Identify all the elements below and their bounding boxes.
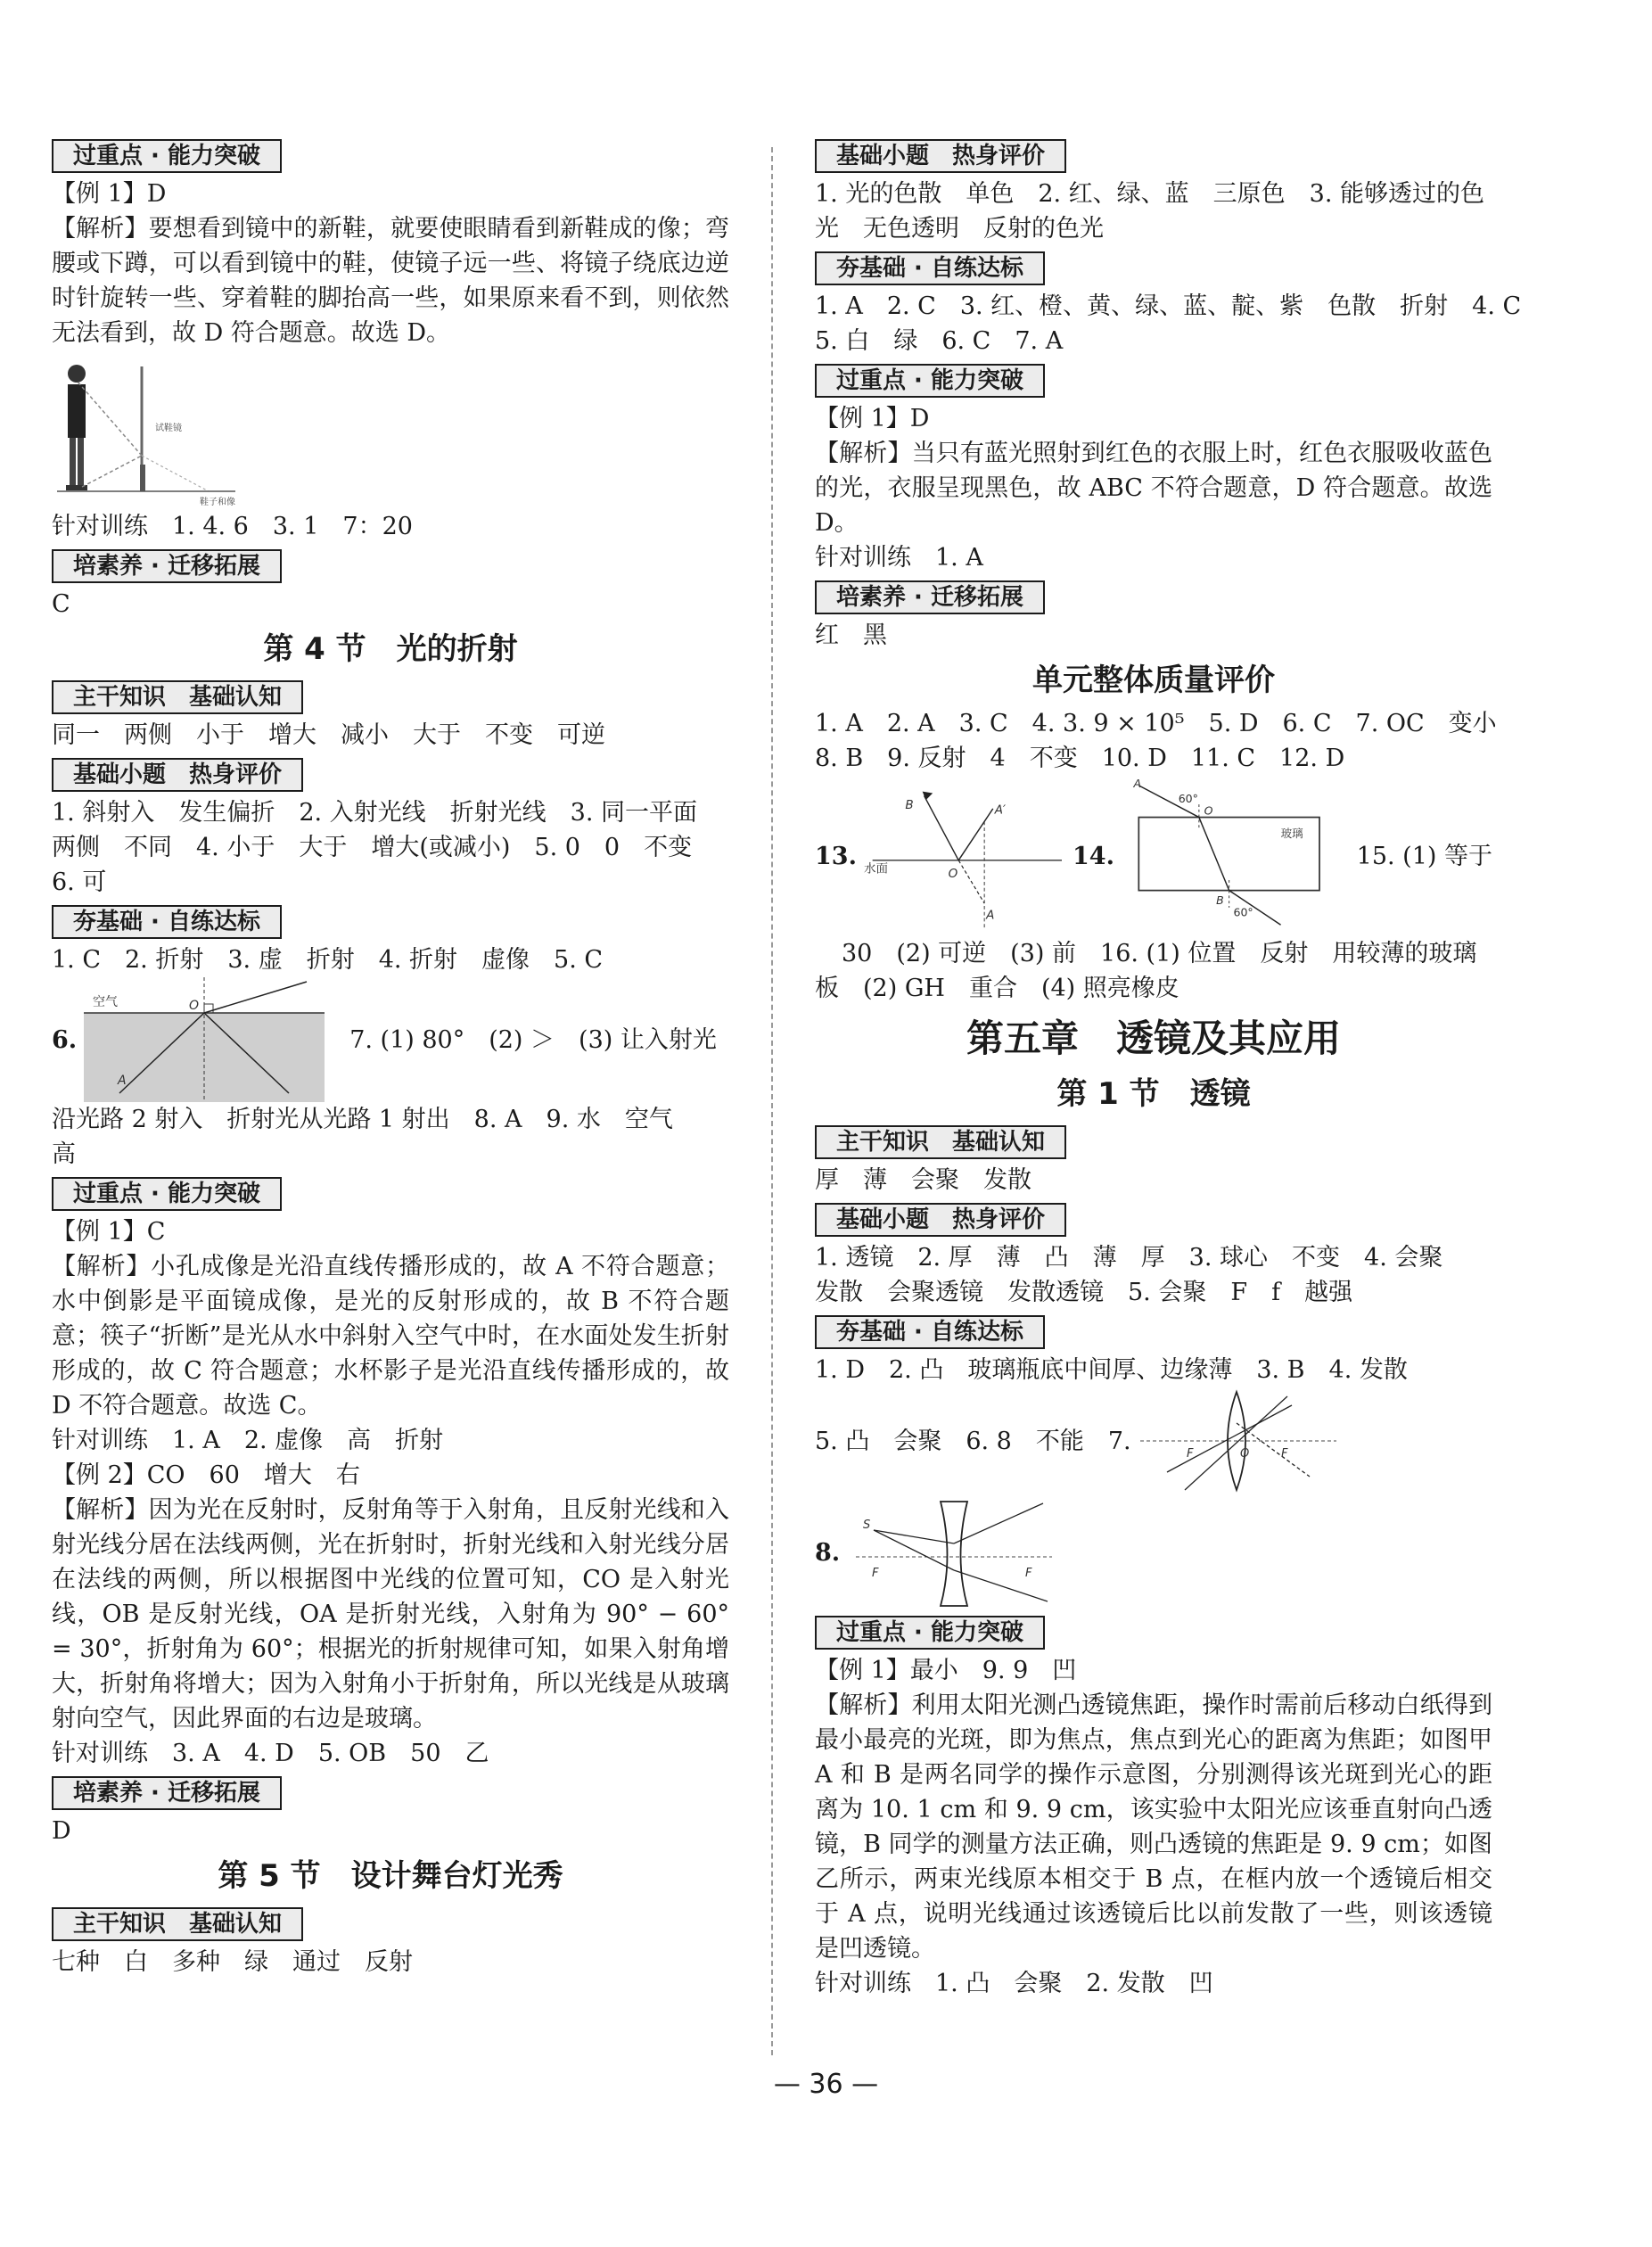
figure-row-8: [815, 1494, 1492, 1610]
point-o-label: O: [1204, 803, 1213, 818]
explanation: 【解析】小孔成像是光沿直线传播形成的，故 A 不符合题意；水中倒影是平面镜成像，是光的反射形成的，故 B 不符合题意；筷子“折断”是光从水中斜射入空气中时，在水面处发生折射形成的，故 C 符合题意；水杯影子是光沿直线传播形成的，故 D 不符合题意。故选 C。: [52, 1253, 729, 1420]
point-a-label: A: [118, 1074, 127, 1088]
question-number: 8.: [815, 1538, 841, 1567]
answer-line: 沿光路 2 射入 折射光从光路 1 射出 8. A 9. 水 空气: [52, 1106, 673, 1133]
answer-line: 1. 光的色散 单色 2. 红、绿、蓝 三原色 3. 能够透过的色: [815, 180, 1485, 208]
answer-line: 1. 斜射入 发生偏折 2. 入射光线 折射光线 3. 同一平面: [52, 799, 698, 827]
point-a-prime-label: A′: [994, 802, 1007, 818]
mirror-label: 试鞋镜: [155, 424, 182, 433]
figure-row-13-15: [815, 776, 1492, 936]
answer-line: 1. A 2. C 3. 红、橙、黄、绿、蓝、靛、紫 色散 折射 4. C: [815, 292, 1522, 320]
example-answer: 【例 1】D: [815, 405, 930, 432]
point-a-label: A: [986, 908, 995, 923]
focus-label: F: [1280, 1447, 1288, 1461]
glass-label: 玻璃: [1280, 826, 1303, 840]
answer-line: 高: [52, 1140, 76, 1168]
section-tag: 夯基础 · 自练达标: [52, 905, 282, 939]
refraction-figure: [84, 977, 325, 1102]
point-o-label: O: [189, 999, 200, 1013]
practice-answers: 针对训练 1. 4. 6 3. 1 7：20: [52, 513, 413, 540]
example-answer: 【例 2】CO 60 增大 右: [52, 1461, 360, 1489]
answer-line: 8. B 9. 反射 4 不变 10. D 11. C 12. D: [815, 745, 1345, 772]
answer-line: 1. D 2. 凸 玻璃瓶底中间厚、边缘薄 3. B 4. 发散: [815, 1356, 1408, 1384]
mirror-figure: [57, 358, 289, 509]
answer-line: 七种 白 多种 绿 通过 反射: [52, 1948, 413, 1976]
column-divider: [771, 147, 773, 2055]
section-tag: 过重点 · 能力突破: [52, 139, 282, 173]
answer-line: 15. (1) 等于: [1356, 842, 1492, 870]
example-answer: 【例 1】最小 9. 9 凹: [815, 1657, 1077, 1684]
air-label: 空气: [93, 995, 119, 1009]
concave-lens-figure: [847, 1494, 1061, 1610]
answer-line: 30 (2) 可逆 (3) 前 16. (1) 位置 反射 用较薄的玻璃: [842, 940, 1477, 967]
point-o-label: O: [948, 867, 958, 882]
focus-label: F: [872, 1567, 879, 1580]
section-tag: 夯基础 · 自练达标: [815, 251, 1045, 285]
explanation: 【解析】当只有蓝光照射到红色的衣服上时，红色衣服吸收蓝色的光，衣服呈现黑色，故 ABC 不符合题意，D 符合题意。故选 D。: [815, 440, 1492, 537]
focus-label: F: [1186, 1447, 1194, 1461]
point-o-label: O: [1239, 1447, 1249, 1461]
figure-row-7: [815, 1387, 1492, 1494]
point-b-label: B: [905, 797, 914, 812]
answer-line: 厚 薄 会聚 发散: [815, 1166, 1031, 1194]
answer-line: 同一 两侧 小于 增大 减小 大于 不变 可逆: [52, 721, 605, 749]
answer-line: 1. C 2. 折射 3. 虚 折射 4. 折射 虚像 5. C: [52, 946, 604, 974]
practice-answers: 针对训练 1. A 2. 虚像 高 折射: [52, 1427, 444, 1454]
question-number: 6.: [52, 1025, 78, 1054]
answer-line: C: [52, 590, 70, 618]
answer-line: D: [52, 1817, 71, 1845]
chapter-title: 第五章 透镜及其应用: [966, 1017, 1341, 1060]
reflection-figure: [864, 780, 1062, 932]
section-title: 单元整体质量评价: [1032, 663, 1275, 698]
section-tag: 主干知识 基础认知: [52, 680, 303, 714]
answer-line: 5. 凸 会聚 6. 8 不能 7.: [815, 1427, 1131, 1455]
section-tag: 过重点 · 能力突破: [815, 1616, 1045, 1650]
focus-label: F: [1025, 1567, 1032, 1580]
practice-answers: 针对训练 1. A: [815, 544, 983, 572]
angle-label: 60°: [1233, 905, 1253, 919]
explanation: 【解析】要想看到镜中的新鞋，就要使眼睛看到新鞋成的像；弯腰或下蹲，可以看到镜中的鞋，使镜子远一些、将镜子绕底边逆时针旋转一些、穿着鞋的脚抬高一些，如果原来看不到，则依然无法看到，故 D 符合题意。故选 D。: [52, 215, 729, 347]
section-tag: 主干知识 基础认知: [52, 1907, 303, 1941]
right-column: [815, 134, 1522, 2001]
answer-line: 发散 会聚透镜 发散透镜 5. 会聚 F f 越强: [815, 1279, 1353, 1306]
point-a-label: A: [1133, 776, 1142, 790]
page-number: — 36 —: [773, 2069, 879, 2100]
glass-refraction-figure: [1122, 776, 1328, 936]
answer-line: 板 (2) GH 重合 (4) 照亮橡皮: [815, 975, 1179, 1002]
angle-label: 60°: [1178, 792, 1198, 806]
section-title: 第 1 节 透镜: [1056, 1076, 1251, 1112]
water-surface-label: 水面: [863, 861, 888, 877]
answer-line: 两侧 不同 4. 小于 大于 增大(或减小) 5. 0 0 不变: [52, 834, 693, 861]
answer-line: 1. 透镜 2. 厚 薄 凸 薄 厚 3. 球心 不变 4. 会聚: [815, 1244, 1443, 1272]
answer-line: 7. (1) 80° (2) ＞ (3) 让入射光: [349, 1025, 717, 1054]
section-title: 第 4 节 光的折射: [263, 631, 518, 667]
section-tag: 主干知识 基础认知: [815, 1125, 1066, 1159]
section-tag: 培素养 · 迁移拓展: [815, 580, 1045, 614]
section-tag: 培素养 · 迁移拓展: [52, 549, 282, 583]
shoe-label: 鞋子和像: [200, 498, 235, 507]
practice-answers: 针对训练 3. A 4. D 5. OB 50 乙: [52, 1740, 489, 1767]
answer-line: 1. A 2. A 3. C 4. 3. 9 × 10⁵ 5. D 6. C 7. OC 变小: [815, 710, 1497, 737]
section-tag: 培素养 · 迁移拓展: [52, 1776, 282, 1810]
explanation: 【解析】利用太阳光测凸透镜焦距，操作时需前后移动白纸得到最小最亮的光斑，即为焦点，焦点到光心的距离为焦距；如图甲 A 和 B 是两名同学的操作示意图，分别测得该光斑到光心的距离为 10. 1 cm 和 9. 9 cm，该实验中太阳光应该垂直射向凸透镜，B 同学的测量方法正确，则凸透镜的焦距是 9. 9 cm；如图乙所示，两束光线原本相交于 B 点，在框内放一个透镜后相交于 A 点，说明光线通过该透镜后比以前发散了一些，则该透镜是凹透镜。: [815, 1691, 1492, 1963]
section-tag: 过重点 · 能力突破: [815, 364, 1045, 398]
source-s-label: S: [863, 1519, 871, 1532]
example-answer: 【例 1】C: [52, 1218, 166, 1246]
section-tag: 基础小题 热身评价: [815, 139, 1066, 173]
answer-line: 红 黑: [815, 621, 887, 649]
section-tag: 基础小题 热身评价: [52, 758, 303, 792]
question-number: 13.: [815, 842, 857, 870]
answer-line: 6. 可: [52, 868, 107, 896]
figure-row-6: [52, 977, 729, 1102]
answer-line: 光 无色透明 反射的色光: [815, 215, 1104, 243]
explanation: 【解析】因为光在反射时，反射角等于入射角，且反射光线和入射光线分居在法线两侧，光在折射时，折射光线和入射光线分居在法线的两侧，所以根据图中光线的位置可知，CO 是入射光线，OB 是反射光线，OA 是折射光线，入射角为 90° − 60° = 30°，折射角为 60°；根据光的折射规律可知，如果入射角增大，折射角将增大；因为入射角小于折射角，所以光线是从玻璃射向空气，因此界面的右边是玻璃。: [52, 1496, 729, 1733]
section-tag: 基础小题 热身评价: [815, 1203, 1066, 1237]
section-tag: 过重点 · 能力突破: [52, 1177, 282, 1211]
practice-answers: 针对训练 1. 凸 会聚 2. 发散 凹: [815, 1970, 1213, 1997]
left-column: [52, 134, 729, 1980]
question-number: 14.: [1073, 842, 1114, 870]
point-b-label: B: [1216, 893, 1224, 908]
section-title: 第 5 节 设计舞台灯光秀: [218, 1858, 563, 1894]
example-answer: 【例 1】D: [52, 180, 167, 208]
answer-line: 5. 白 绿 6. C 7. A: [815, 327, 1064, 355]
section-tag: 夯基础 · 自练达标: [815, 1315, 1045, 1349]
convex-lens-figure: [1131, 1387, 1336, 1494]
